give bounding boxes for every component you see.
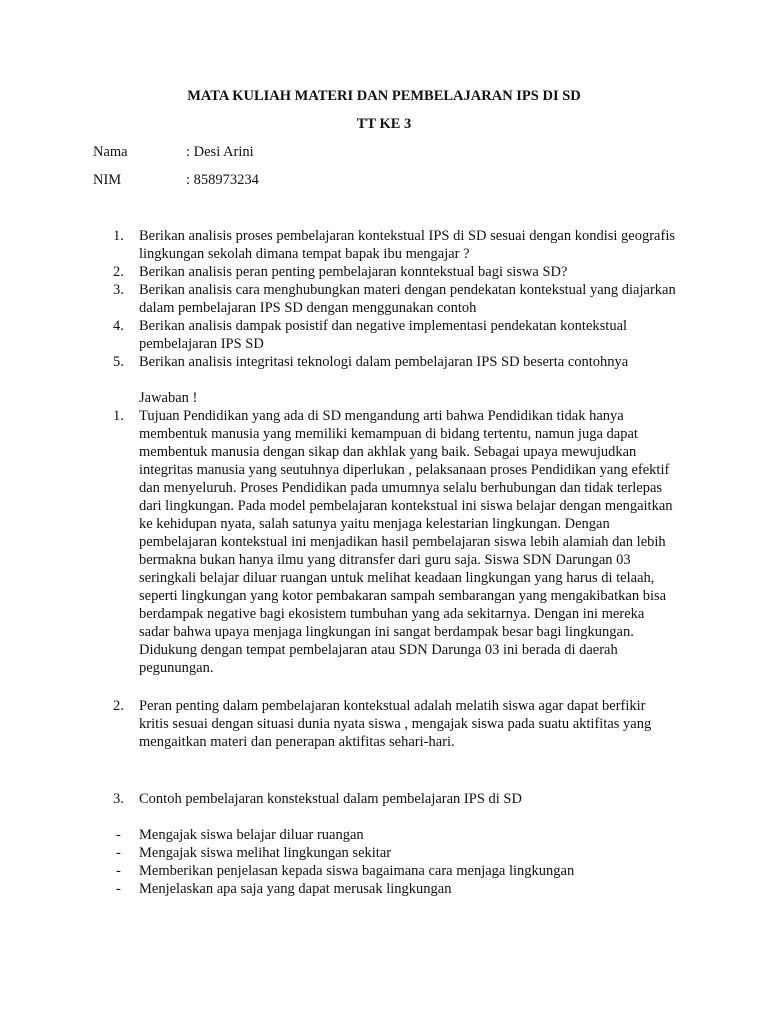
question-text: Berikan analisis proses pembelajaran kontekstual IPS di SD sesuai dengan kondisi geografis lingkungan sekolah dimana tempat bapak ibu mengajar ? xyxy=(139,228,675,262)
question-number: 1. xyxy=(113,228,124,244)
answer-number: 1. xyxy=(113,408,124,424)
question-text: Berikan analisis integritasi teknologi dalam pembelajaran IPS SD beserta contohnya xyxy=(139,354,629,370)
question-text: Berikan analisis peran penting pembelajaran konntekstual bagi siswa SD? xyxy=(139,264,568,280)
question-item xyxy=(0,227,676,263)
answer-item xyxy=(0,697,676,751)
question-text: Berikan analisis dampak posistif dan negative implementasi pendekatan kontekstual pembelajaran IPS SD xyxy=(139,318,628,352)
question-number: 5. xyxy=(113,354,124,370)
name-value: : Desi Arini xyxy=(186,144,254,160)
answer-list-3 xyxy=(0,790,768,808)
answer-number: 2. xyxy=(113,698,124,714)
name-row xyxy=(93,144,254,161)
example-text: Memberikan penjelasan kepada siswa bagaimana cara menjaga lingkungan xyxy=(139,863,575,879)
question-item xyxy=(0,263,676,281)
example-bullet: - xyxy=(116,827,121,843)
example-item xyxy=(0,880,676,898)
question-list xyxy=(0,227,768,371)
example-item xyxy=(0,826,676,844)
question-number: 3. xyxy=(113,282,124,298)
question-item xyxy=(0,317,676,353)
nim-value: : 858973234 xyxy=(186,172,259,188)
example-item xyxy=(0,862,676,880)
example-bullet: - xyxy=(116,845,121,861)
question-number: 2. xyxy=(113,264,124,280)
answer-item xyxy=(0,407,676,677)
example-text: Mengajak siswa melihat lingkungan sekitar xyxy=(139,845,392,861)
name-label: Nama xyxy=(93,144,128,160)
example-bullet: - xyxy=(116,881,121,897)
nim-row xyxy=(93,172,259,189)
question-text: Berikan analisis cara menghubungkan materi dengan pendekatan kontekstual yang diajarkan dalam pembelajaran IPS SD dengan menggunakan contoh xyxy=(139,282,676,316)
nim-label: NIM xyxy=(93,172,122,188)
answer-text: Contoh pembelajaran konstekstual dalam pembelajaran IPS di SD xyxy=(139,791,522,807)
example-item xyxy=(0,844,676,862)
answer-list-1 xyxy=(0,407,768,677)
answer-text: Peran penting dalam pembelajaran kontekstual adalah melatih siswa agar dapat berfikir kritis sesuai dengan situasi dunia nyata siswa , mengajak siswa pada suatu aktifitas yang mengaitkan materi dan penerapan aktifitas sehari-hari. xyxy=(139,698,652,750)
answer-list-2 xyxy=(0,697,768,751)
document-subtitle: TT KE 3 xyxy=(356,116,412,132)
document-title: MATA KULIAH MATERI DAN PEMBELAJARAN IPS DI SD xyxy=(187,88,581,104)
question-number: 4. xyxy=(113,318,124,334)
answer-item xyxy=(0,790,676,808)
example-text: Menjelaskan apa saja yang dapat merusak lingkungan xyxy=(139,881,452,897)
question-item xyxy=(0,353,676,371)
example-text: Mengajak siswa belajar diluar ruangan xyxy=(139,827,364,843)
question-item xyxy=(0,281,676,317)
example-bullet: - xyxy=(116,863,121,879)
answers-heading: Jawaban ! xyxy=(139,390,198,406)
answer-number: 3. xyxy=(113,791,124,807)
answer-text: Tujuan Pendidikan yang ada di SD mengandung arti bahwa Pendidikan tidak hanya membentuk manusia yang memiliki kemampuan di bidang tertentu, namun juga dapat membentuk manusia dengan sikap dan akhlak yang baik. Sebagai upaya mewujudkan integritas manusia yang seutuhnya diperlukan , pelaksanaan proses Pendidikan yang efektif dan menyeluruh. Proses Pendidikan pada umumnya selalu berhubungan dan tidak terlepas dari lingkungan. Pada model pembelajaran kontekstual ini siswa belajar dengan mengaitkan ke kehidupan nyata, salah satunya yaitu menjaga kelestarian lingkungan. Dengan pembelajaran kontekstual ini menjadikan hasil pembelajaran siswa lebih alamiah dan lebih bermakna bukan hanya ilmu yang ditransfer dari guru saja. Siswa SDN Darungan 03 seringkali belajar diluar ruangan untuk melihat keadaan lingkungan yang harus di telaah, seperti lingkungan yang kotor pembakaran sampah sembarangan yang mengakibatkan bisa berdampak negative bagi ekosistem tumbuhan yang ada sekitarnya. Dengan ini mereka sadar bahwa upaya menjaga lingkungan ini sangat berdampak besar bagi lingkungan. Didukung dengan tempat pembelajaran atau SDN Darunga 03 ini berada di daerah pegunungan. xyxy=(139,408,673,676)
example-list xyxy=(0,826,768,898)
